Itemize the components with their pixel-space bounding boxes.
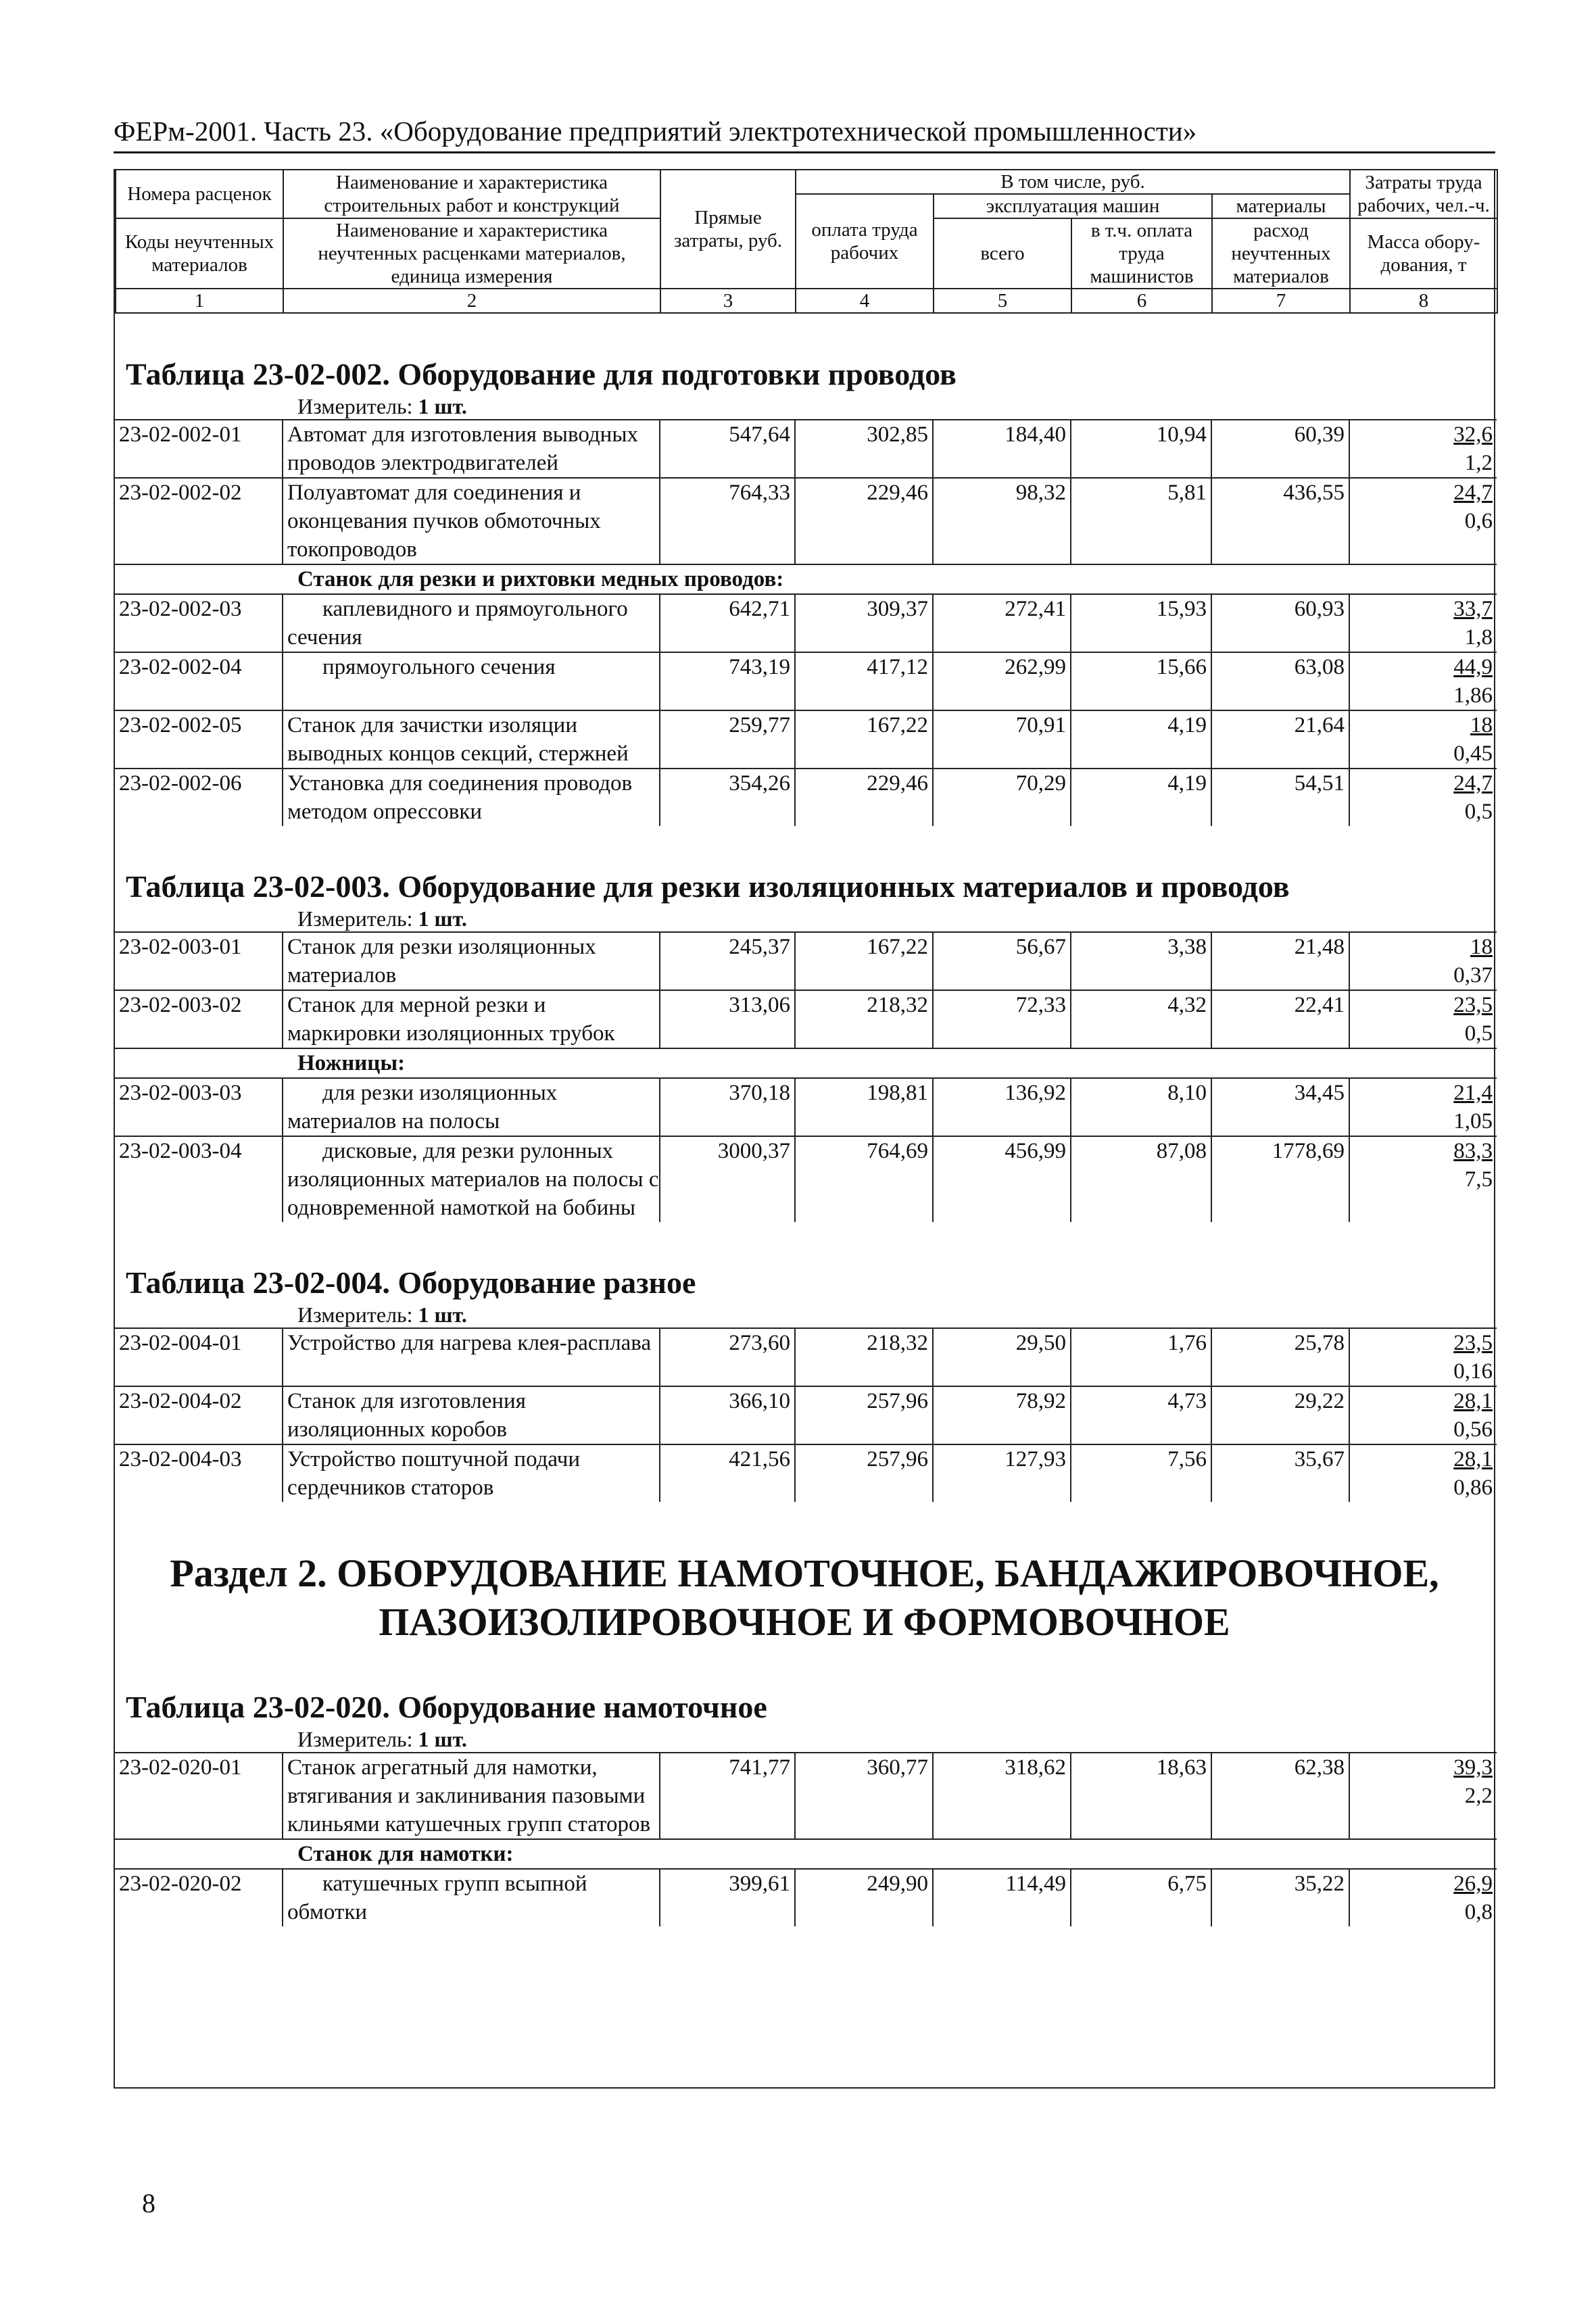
table-row: [115, 769, 1497, 826]
cost-labor: 257,96: [795, 1386, 933, 1444]
table-row: [115, 594, 1497, 652]
labor-hours: 24,7: [1453, 771, 1493, 796]
measure-value: 1 шт.: [418, 394, 467, 418]
cost-direct: 313,06: [660, 990, 795, 1048]
labor-hours: 83,3: [1453, 1139, 1493, 1163]
cost-mach_labor: 1,76: [1071, 1328, 1211, 1386]
cost-labor: 309,37: [795, 594, 933, 652]
rate-code: 23-02-002-01: [115, 420, 283, 478]
cost-labor: 218,32: [795, 1328, 933, 1386]
column-header-table: [115, 169, 1498, 314]
rate-code: 23-02-003-01: [115, 932, 283, 990]
labor-hours: 23,5: [1453, 993, 1493, 1017]
table-title: Таблица 23-02-002. Оборудование для подготовки проводов: [126, 357, 957, 391]
labor-hours: 44,9: [1453, 655, 1493, 679]
labor-mass-cell: [1349, 1386, 1497, 1444]
labor-hours: 39,3: [1453, 1755, 1493, 1780]
labor-mass-cell: [1349, 1078, 1497, 1136]
rate-code: 23-02-002-05: [115, 710, 283, 769]
column-numbers-row: [116, 289, 1497, 313]
cost-mach: 456,99: [933, 1136, 1071, 1222]
cost-direct: 399,61: [660, 1869, 795, 1926]
cost-mach: 70,29: [933, 769, 1071, 826]
table-row: [115, 652, 1497, 710]
work-name-text: Станок для резки изоляционных материалов: [287, 935, 596, 988]
equipment-mass: 0,5: [1464, 1021, 1493, 1046]
header-including: В том числе, руб.: [796, 170, 1350, 194]
cost-labor: 167,22: [795, 710, 933, 769]
table-row: [115, 1386, 1497, 1444]
header-labor-pay: оплата труда рабочих: [796, 194, 934, 289]
cost-labor: 229,46: [795, 478, 933, 564]
labor-hours: 24,7: [1453, 481, 1493, 505]
work-name: [283, 1386, 660, 1444]
work-name: [283, 420, 660, 478]
equipment-mass: 1,86: [1453, 683, 1493, 708]
cost-mach_labor: 4,19: [1071, 710, 1211, 769]
work-name-text: Автомат для изготовления выводных проводов электродвигателей: [287, 422, 639, 475]
cost-mach_labor: 4,19: [1071, 769, 1211, 826]
table-row: [115, 1444, 1497, 1502]
labor-mass-cell: [1349, 990, 1497, 1048]
rate-code: 23-02-020-02: [115, 1869, 283, 1926]
cost-labor: 229,46: [795, 769, 933, 826]
work-name: [283, 990, 660, 1048]
equipment-mass: 0,86: [1453, 1476, 1493, 1500]
work-name-text: Установка для соединения проводов методом опрессовки: [287, 771, 633, 824]
cost-direct: 273,60: [660, 1328, 795, 1386]
col-num: 6: [1071, 289, 1212, 313]
work-name: [283, 594, 660, 652]
cost-mach: 114,49: [933, 1869, 1071, 1926]
cost-mach_labor: 10,94: [1071, 420, 1211, 478]
cost-direct: 741,77: [660, 1753, 795, 1839]
cost-mat: 34,45: [1211, 1078, 1349, 1136]
cost-mat: 35,22: [1211, 1869, 1349, 1926]
rates-table: [115, 1752, 1497, 1926]
page-header: ФЕРм-2001. Часть 23. «Оборудование предприятий электротехнической промышленности»: [114, 115, 1495, 153]
equipment-mass: 0,37: [1453, 963, 1493, 988]
measure-unit: Измеритель: 1 шт.: [297, 394, 467, 418]
cost-labor: 302,85: [795, 420, 933, 478]
labor-hours: 21,4: [1453, 1081, 1493, 1105]
cost-mach: 98,32: [933, 478, 1071, 564]
col-num: 8: [1350, 289, 1497, 313]
cost-mach_labor: 7,56: [1071, 1444, 1211, 1502]
cost-direct: 259,77: [660, 710, 795, 769]
col-num: 2: [283, 289, 660, 313]
measure-value: 1 шт.: [418, 1302, 467, 1327]
header-machinist-pay: в т.ч. оплата труда машинистов: [1071, 218, 1212, 289]
cost-mach: 72,33: [933, 990, 1071, 1048]
cost-mach: 29,50: [933, 1328, 1071, 1386]
work-name-text: каплевидного и прямоугольного сечения: [287, 597, 628, 650]
rate-code: 23-02-004-03: [115, 1444, 283, 1502]
cost-labor: 360,77: [795, 1753, 933, 1839]
work-name-text: Станок агрегатный для намотки, втягивания и заклинивания пазовыми клиньями катушечных групп статоров: [287, 1755, 651, 1836]
cost-mat: 22,41: [1211, 990, 1349, 1048]
cost-labor: 167,22: [795, 932, 933, 990]
cost-mach_labor: 18,63: [1071, 1753, 1211, 1839]
table-body: [115, 356, 1494, 1926]
rate-code: 23-02-002-04: [115, 652, 283, 710]
work-name-text: прямоугольного сечения: [322, 655, 556, 679]
work-name: [283, 932, 660, 990]
cost-direct: 764,33: [660, 478, 795, 564]
cost-mach_labor: 87,08: [1071, 1136, 1211, 1222]
cost-mach_labor: 15,66: [1071, 652, 1211, 710]
cost-mat: 35,67: [1211, 1444, 1349, 1502]
cost-mat: 25,78: [1211, 1328, 1349, 1386]
cost-mat: 60,93: [1211, 594, 1349, 652]
labor-mass-cell: [1349, 478, 1497, 564]
col-num: 4: [796, 289, 934, 313]
equipment-mass: 0,6: [1464, 509, 1493, 533]
cost-labor: 764,69: [795, 1136, 933, 1222]
cost-labor: 417,12: [795, 652, 933, 710]
group-row: [115, 564, 1497, 594]
work-name: [283, 1444, 660, 1502]
work-name: [283, 1753, 660, 1839]
work-name: [283, 652, 660, 710]
table-row: [115, 1753, 1497, 1839]
table-row: [115, 478, 1497, 564]
rate-code: 23-02-003-03: [115, 1078, 283, 1136]
rate-code: 23-02-002-06: [115, 769, 283, 826]
table-row: [115, 990, 1497, 1048]
labor-hours: 18: [1470, 935, 1493, 959]
rate-code: 23-02-003-02: [115, 990, 283, 1048]
labor-hours: 28,1: [1453, 1389, 1493, 1413]
cost-direct: 366,10: [660, 1386, 795, 1444]
work-name: [283, 1869, 660, 1926]
labor-hours: 18: [1470, 713, 1493, 737]
cost-direct: 245,37: [660, 932, 795, 990]
rates-table: [115, 1327, 1497, 1502]
labor-mass-cell: [1349, 710, 1497, 769]
cost-mach_labor: 3,38: [1071, 932, 1211, 990]
table-23-02-004: [115, 1264, 1494, 1502]
table-title: Таблица 23-02-003. Оборудование для резки изоляционных материалов и проводов: [126, 869, 1290, 904]
cost-mach: 262,99: [933, 652, 1071, 710]
table-23-02-003: [115, 868, 1494, 1222]
cost-direct: 370,18: [660, 1078, 795, 1136]
rate-code: 23-02-004-02: [115, 1386, 283, 1444]
header-machines-total: всего: [934, 218, 1071, 289]
col-num: 1: [116, 289, 283, 313]
cost-mat: 63,08: [1211, 652, 1349, 710]
table-row: [115, 420, 1497, 478]
table-title: Таблица 23-02-004. Оборудование разное: [126, 1265, 696, 1300]
measure-value: 1 шт.: [418, 1727, 467, 1751]
cost-direct: 642,71: [660, 594, 795, 652]
header-material-usage: расход неучтенных материалов: [1212, 218, 1350, 289]
col-num: 3: [660, 289, 796, 313]
rates-table: [115, 419, 1497, 826]
cost-mach: 70,91: [933, 710, 1071, 769]
measure-unit: Измеритель: 1 шт.: [297, 1302, 467, 1327]
cost-mach_labor: 8,10: [1071, 1078, 1211, 1136]
work-name: [283, 478, 660, 564]
cost-mat: 60,39: [1211, 420, 1349, 478]
rate-code: 23-02-002-02: [115, 478, 283, 564]
cost-mach_labor: 4,73: [1071, 1386, 1211, 1444]
work-name-text: Станок для изготовления изоляционных коробов: [287, 1389, 526, 1442]
labor-mass-cell: [1349, 1753, 1497, 1839]
cost-mat: 436,55: [1211, 478, 1349, 564]
cost-mach: 184,40: [933, 420, 1071, 478]
cost-direct: 3000,37: [660, 1136, 795, 1222]
section-heading-line: Раздел 2. ОБОРУДОВАНИЕ НАМОТОЧНОЕ, БАНДАЖИРОВОЧНОЕ,: [170, 1551, 1439, 1595]
table-23-02-002: [115, 356, 1494, 826]
cost-mach_labor: 5,81: [1071, 478, 1211, 564]
rate-code: 23-02-002-03: [115, 594, 283, 652]
cost-labor: 257,96: [795, 1444, 933, 1502]
table-row: [115, 1136, 1497, 1222]
measure-value: 1 шт.: [418, 906, 467, 931]
work-name-text: дисковые, для резки рулонных изоляционных материалов на полосы с одновременной намоткой на бобины: [287, 1139, 659, 1220]
table-row: [115, 1078, 1497, 1136]
header-materials-name: Наименование и характеристика неучтенных расценками материалов, единица измерения: [283, 218, 660, 289]
labor-mass-cell: [1349, 420, 1497, 478]
equipment-mass: 0,8: [1464, 1900, 1493, 1924]
work-name-text: катушечных групп всыпной обмотки: [287, 1872, 587, 1924]
equipment-mass: 2,2: [1464, 1784, 1493, 1808]
table-title: Таблица 23-02-020. Оборудование намоточное: [126, 1690, 767, 1724]
table-row: [115, 710, 1497, 769]
group-row: [115, 1839, 1497, 1869]
group-row: [115, 1048, 1497, 1078]
cost-mat: 21,64: [1211, 710, 1349, 769]
cost-mat: 29,22: [1211, 1386, 1349, 1444]
work-name: [283, 1078, 660, 1136]
table-row: [115, 932, 1497, 990]
labor-hours: 33,7: [1453, 597, 1493, 621]
cost-mat: 54,51: [1211, 769, 1349, 826]
labor-mass-cell: [1349, 1136, 1497, 1222]
labor-hours: 26,9: [1453, 1872, 1493, 1896]
header-mass: Масса обору-дования, т: [1350, 218, 1497, 289]
cost-direct: 547,64: [660, 420, 795, 478]
equipment-mass: 1,2: [1464, 451, 1493, 475]
table-row: [115, 1328, 1497, 1386]
labor-hours: 32,6: [1453, 422, 1493, 447]
cost-mach: 127,93: [933, 1444, 1071, 1502]
cost-mach: 136,92: [933, 1078, 1071, 1136]
work-name: [283, 1136, 660, 1222]
rate-code: 23-02-020-01: [115, 1753, 283, 1839]
cost-mach_labor: 15,93: [1071, 594, 1211, 652]
table-row: [115, 1869, 1497, 1926]
work-name: [283, 769, 660, 826]
cost-labor: 249,90: [795, 1869, 933, 1926]
cost-direct: 354,26: [660, 769, 795, 826]
group-label: Станок для резки и рихтовки медных проводов:: [115, 564, 1497, 594]
work-name-text: Полуавтомат для соединения и оконцевания пучков обмоточных токопроводов: [287, 481, 601, 562]
header-works-cell: Наименование и характеристика строительных работ и конструкций: [283, 170, 660, 218]
labor-mass-cell: [1349, 769, 1497, 826]
measure-unit: Измеритель: 1 шт.: [297, 1727, 467, 1751]
cost-mat: 21,48: [1211, 932, 1349, 990]
col-num: 7: [1212, 289, 1350, 313]
equipment-mass: 7,5: [1464, 1167, 1493, 1192]
cost-mach: 56,67: [933, 932, 1071, 990]
header-labor-hours: Затраты труда рабочих, чел.-ч.: [1350, 170, 1497, 218]
cost-labor: 198,81: [795, 1078, 933, 1136]
work-name-text: Станок для зачистки изоляции выводных концов секций, стержней: [287, 713, 629, 766]
rate-code: 23-02-003-04: [115, 1136, 283, 1222]
section-heading-line: ПАЗОИЗОЛИРОВОЧНОЕ И ФОРМОВОЧНОЕ: [379, 1600, 1230, 1644]
work-name: [283, 1328, 660, 1386]
work-name-text: Устройство поштучной подачи сердечников статоров: [287, 1447, 581, 1500]
labor-mass-cell: [1349, 652, 1497, 710]
rates-table: [115, 931, 1497, 1222]
equipment-mass: 0,16: [1453, 1359, 1493, 1384]
cost-mach: 272,41: [933, 594, 1071, 652]
work-name-text: Станок для мерной резки и маркировки изоляционных трубок: [287, 993, 615, 1046]
cost-mat: 62,38: [1211, 1753, 1349, 1839]
cost-mach: 318,62: [933, 1753, 1071, 1839]
header-codes-cell: Номера расценок: [116, 170, 283, 218]
table-23-02-020: [115, 1688, 1494, 1926]
work-name-text: для резки изоляционных материалов на полосы: [287, 1081, 558, 1134]
cost-mach_labor: 4,32: [1071, 990, 1211, 1048]
work-name: [283, 710, 660, 769]
header-machines: эксплуатация машин: [934, 194, 1212, 218]
content-frame: [114, 169, 1495, 2089]
cost-mat: 1778,69: [1211, 1136, 1349, 1222]
measure-unit: Измеритель: 1 шт.: [297, 906, 467, 931]
labor-hours: 23,5: [1453, 1331, 1493, 1355]
page-number: 8: [142, 2188, 155, 2218]
group-label: Станок для намотки:: [115, 1839, 1497, 1869]
equipment-mass: 1,05: [1453, 1109, 1493, 1134]
equipment-mass: 0,45: [1453, 741, 1493, 766]
labor-mass-cell: [1349, 1328, 1497, 1386]
equipment-mass: 1,8: [1464, 625, 1493, 650]
labor-mass-cell: [1349, 594, 1497, 652]
section-2-heading: [115, 1549, 1494, 1647]
cost-mach_labor: 6,75: [1071, 1869, 1211, 1926]
cost-direct: 421,56: [660, 1444, 795, 1502]
cost-labor: 218,32: [795, 990, 933, 1048]
equipment-mass: 0,5: [1464, 800, 1493, 824]
header-materials: материалы: [1212, 194, 1350, 218]
cost-direct: 743,19: [660, 652, 795, 710]
work-name-text: Устройство для нагрева клея-расплава: [287, 1331, 652, 1355]
cost-mach: 78,92: [933, 1386, 1071, 1444]
col-num: 5: [934, 289, 1071, 313]
labor-hours: 28,1: [1453, 1447, 1493, 1471]
labor-mass-cell: [1349, 932, 1497, 990]
header-direct-cost: Прямые затраты, руб.: [660, 170, 796, 289]
equipment-mass: 0,56: [1453, 1417, 1493, 1442]
rate-code: 23-02-004-01: [115, 1328, 283, 1386]
labor-mass-cell: [1349, 1869, 1497, 1926]
header-materials-code: Коды неучтенных материалов: [116, 218, 283, 289]
labor-mass-cell: [1349, 1444, 1497, 1502]
group-label: Ножницы:: [115, 1048, 1497, 1078]
